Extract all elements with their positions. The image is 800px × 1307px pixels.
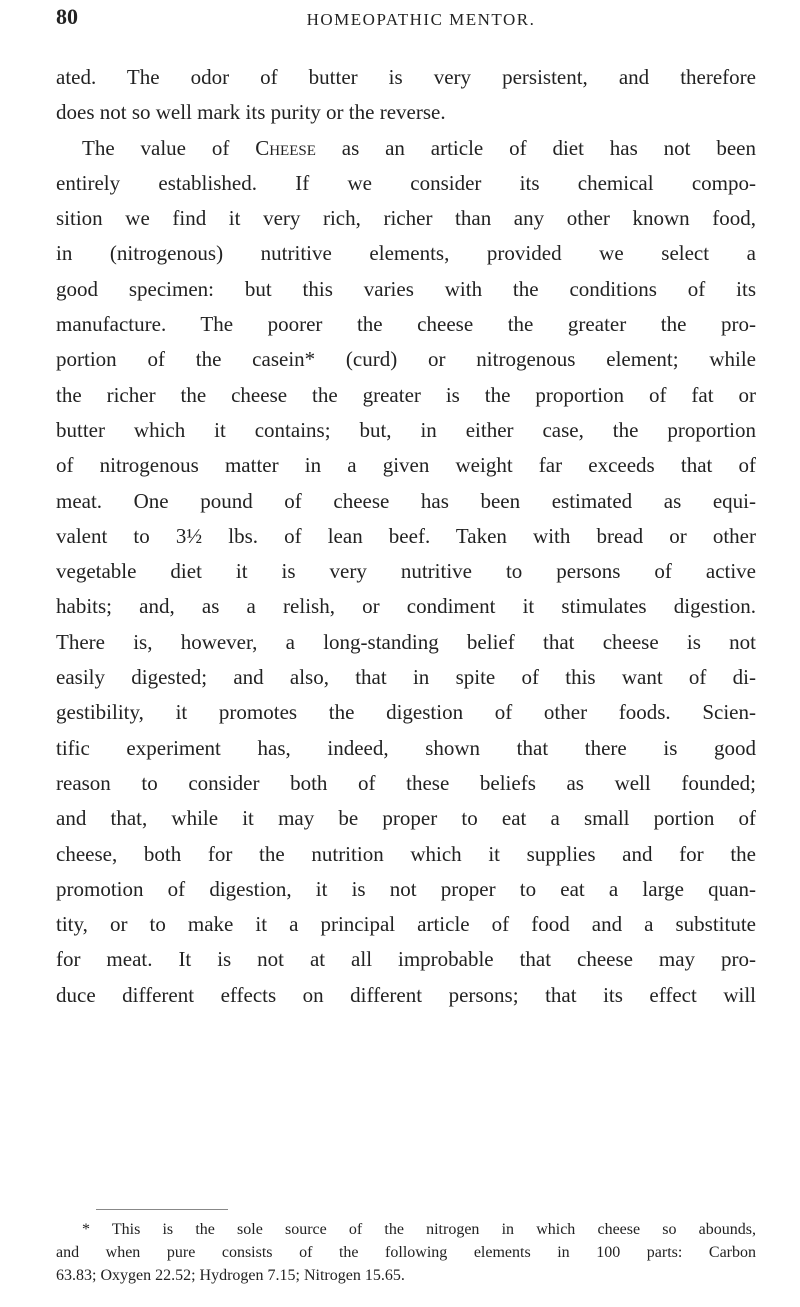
text-line: duce different effects on different persons; that its effect will [56, 982, 756, 1007]
text-line: the richer the cheese the greater is the proportion of fat or [56, 382, 756, 407]
text-line: and that, while it may be proper to eat a small portion of [56, 806, 756, 831]
text-line: for meat. It is not at all improbable that cheese may pro- [56, 947, 756, 972]
text-line: There is, however, a long-standing belief that cheese is not [56, 629, 756, 654]
text-line: promotion of digestion, it is not proper to eat a large quan- [56, 876, 756, 901]
text-line: tity, or to make it a principal article of food and a substitute [56, 912, 756, 937]
text-line: in (nitrogenous) nutritive elements, provided we select a [56, 241, 756, 266]
footnote-line: * This is the sole source of the nitrogen in which cheese so abounds, [82, 1221, 756, 1238]
text-line: reason to consider both of these beliefs as well founded; [56, 770, 756, 795]
text-line: gestibility, it promotes the digestion of other foods. Scien- [56, 700, 756, 725]
text-line: manufacture. The poorer the cheese the greater the pro- [56, 312, 756, 337]
text-line: habits; and, as a relish, or condiment it stimulates digestion. [56, 594, 756, 619]
text-line: of nitrogenous matter in a given weight far exceeds that of [56, 453, 756, 478]
text-line: cheese, both for the nutrition which it supplies and for the [56, 841, 756, 866]
small-caps-term: Cheese [255, 135, 316, 160]
footnote-line: and when pure consists of the following elements in 100 parts: Carbon [56, 1244, 756, 1261]
text-line [56, 131, 756, 166]
text-line: does not so well mark its purity or the reverse. [56, 100, 446, 125]
text-line-prefix: The [82, 135, 115, 160]
running-head: HOMEOPATHIC MENTOR. [306, 10, 536, 29]
text-line: ated. The odor of butter is very persistent, and therefore [56, 65, 756, 89]
footnote-divider [96, 1209, 228, 1210]
text-line: vegetable diet it is very nutritive to persons of active [56, 559, 756, 584]
text-line-rest: value of Cheese as an article of diet has not been [140, 135, 756, 160]
text-line: valent to 3½ lbs. of lean beef. Taken with bread or other [56, 523, 756, 548]
text-line: entirely established. If we consider its chemical compo- [56, 170, 756, 195]
page-header [56, 4, 756, 34]
text-line: sition we find it very rich, richer than any other known food, [56, 206, 756, 231]
text-line: portion of the casein* (curd) or nitrogenous element; while [56, 347, 756, 372]
text-line: easily digested; and also, that in spite of this want of di- [56, 665, 756, 690]
text-line: good specimen: but this varies with the conditions of its [56, 276, 756, 301]
text-line: meat. One pound of cheese has been estimated as equi- [56, 488, 756, 513]
footnote [56, 1218, 756, 1287]
text-line: butter which it contains; but, in either case, the proportion [56, 417, 756, 442]
footnote-line: 63.83; Oxygen 22.52; Hydrogen 7.15; Nitrogen 15.65. [56, 1267, 405, 1284]
text-line: tific experiment has, indeed, shown that there is good [56, 735, 756, 760]
page-number: 80 [56, 4, 78, 29]
body-text [56, 60, 756, 1013]
